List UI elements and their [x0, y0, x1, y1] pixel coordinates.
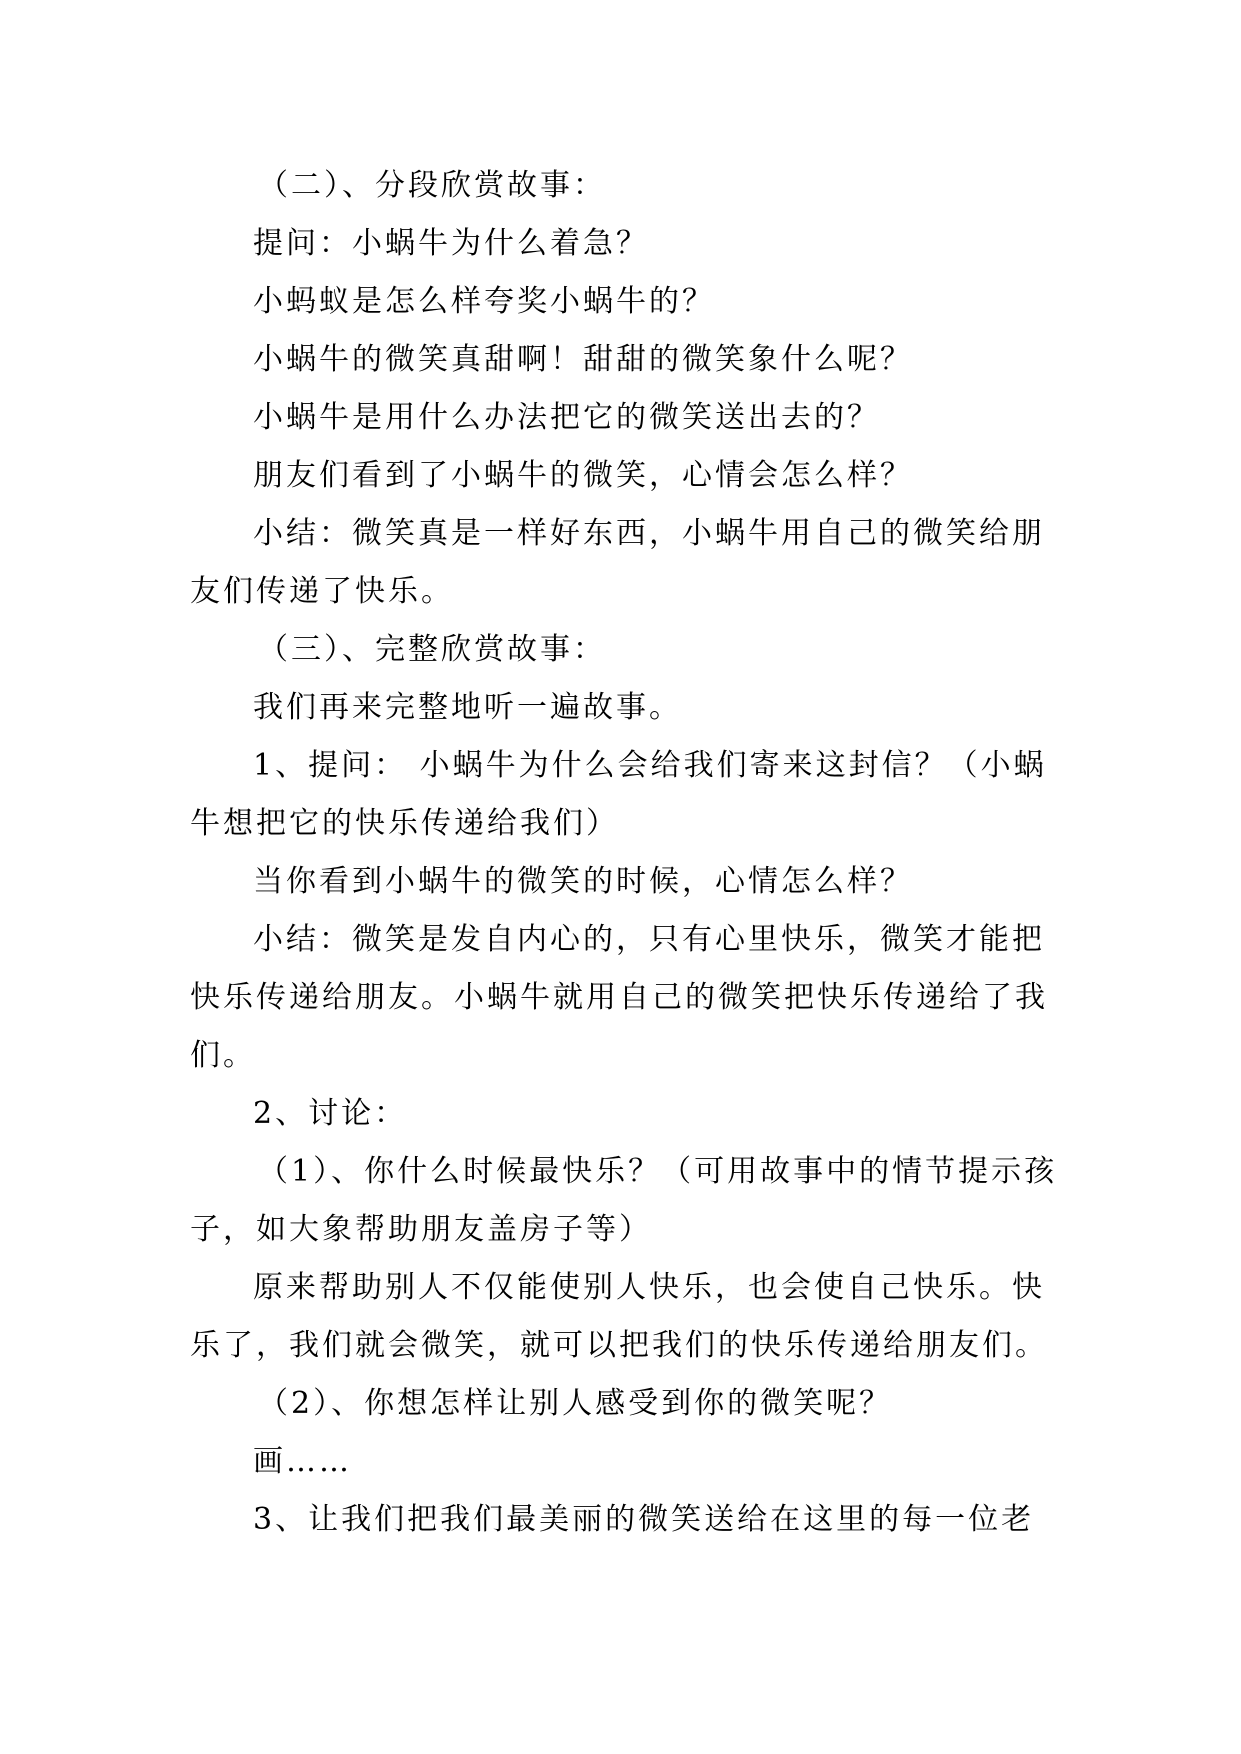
- paragraph-line: （1）、你什么时候最快乐？（可用故事中的情节提示孩: [258, 1154, 1058, 1189]
- paragraph-line: 朋友们看到了小蜗牛的微笑，心情会怎么样？: [253, 458, 913, 493]
- paragraph-line: 友们传递了快乐。: [190, 574, 454, 609]
- paragraph-line: 小结：微笑是发自内心的，只有心里快乐，微笑才能把: [253, 922, 1045, 957]
- paragraph-line: 小蚂蚁是怎么样夸奖小蜗牛的？: [253, 284, 715, 319]
- paragraph-line: 1、提问： 小蜗牛为什么会给我们寄来这封信？（小蜗: [253, 748, 1047, 783]
- paragraph-line: 画……: [253, 1444, 352, 1479]
- paragraph-line: 子，如大象帮助朋友盖房子等）: [190, 1212, 652, 1247]
- paragraph-line: 提问：小蜗牛为什么着急？: [253, 226, 649, 261]
- paragraph-line: 当你看到小蜗牛的微笑的时候，心情怎么样？: [253, 864, 913, 899]
- paragraph-line: 小蜗牛是用什么办法把它的微笑送出去的？: [253, 400, 880, 435]
- paragraph-line: 牛想把它的快乐传递给我们）: [190, 806, 619, 841]
- paragraph-line: 3、让我们把我们最美丽的微笑送给在这里的每一位老: [253, 1502, 1035, 1537]
- paragraph-line: 小蜗牛的微笑真甜啊！甜甜的微笑象什么呢？: [253, 342, 913, 377]
- paragraph-line: （2）、你想怎样让别人感受到你的微笑呢？: [258, 1386, 893, 1421]
- paragraph-line: 2、讨论：: [253, 1096, 408, 1131]
- paragraph-line: 们。: [190, 1038, 256, 1073]
- paragraph-line: 快乐传递给朋友。小蜗牛就用自己的微笑把快乐传递给了我: [190, 980, 1048, 1015]
- paragraph-line: 乐了，我们就会微笑，就可以把我们的快乐传递给朋友们。: [190, 1328, 1048, 1363]
- paragraph-line: 我们再来完整地听一遍故事。: [253, 690, 682, 725]
- section-heading-2: （二）、分段欣赏故事：: [258, 168, 606, 203]
- paragraph-line: 原来帮助别人不仅能使别人快乐，也会使自己快乐。快: [253, 1270, 1045, 1305]
- paragraph-line: 小结：微笑真是一样好东西，小蜗牛用自己的微笑给朋: [253, 516, 1045, 551]
- section-heading-3: （三）、完整欣赏故事：: [258, 632, 606, 667]
